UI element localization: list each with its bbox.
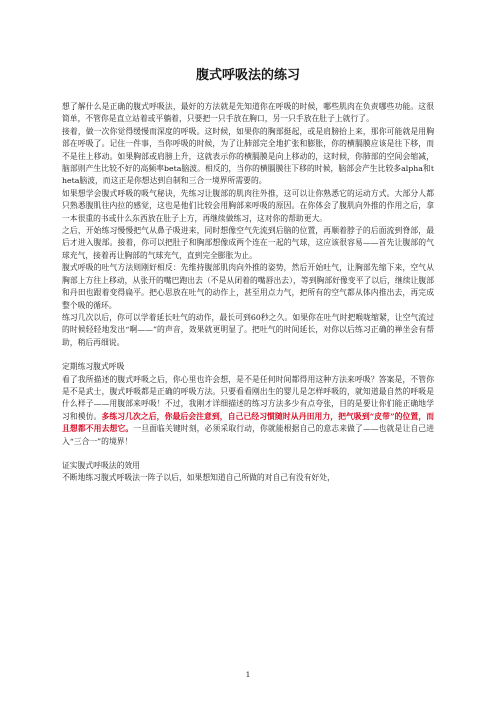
section-heading-practice: 定期练习腹式呼吸 [62, 362, 125, 372]
paragraph: 如果想学会腹式呼吸的吸气秘诀，先练习让腹部的肌肉往外推，这可以让你熟悉它的运动方式。大部分人都只熟悉腹肌往内拉的感觉，这也是他们比较会用胸部来呼吸的原因。在你体会了腹肌向外推的作用之后，拿一本很重的书或什么东西放在肚子上方，再继续做练习，这对你的帮助更大。 [62, 188, 434, 223]
paragraph-text: 看了我所描述的腹式呼吸之后，你心里也许会想，是不是任何时间都得用这种方法来呼吸？答案是，不管你是不是武士，腹式呼吸都是正确的呼吸方法。只要看看刚出生的婴儿是怎样呼吸的，就知道最自然的呼吸是什么样子——用腹部来呼吸！不过，我刚才详细描述的练习方法多少有点夸张，目的是要让你们能正确地学习和模仿。 [62, 374, 434, 421]
document-body [62, 101, 434, 485]
document-title: 腹式呼吸法的练习 [195, 68, 300, 83]
highlighted-text: 多练习几次之后，你最后会注意到，自己已经习惯随时从丹田用力，把气吸到“皮带”的位置，而且想都不用去想它。 [62, 411, 434, 434]
page-number: 1 [245, 670, 251, 679]
paragraph: 之后，开始练习慢慢把气从鼻子吸进来，同时想像空气先流到后脑的位置，再顺着脖子的后面流到脊部，最后才进入腹部。接着，你可以把肚子和胸部想像成两个连在一起的气球，这应该很容易——首先让腹部的气球充气，接着再让胸部的气球充气，直到完全膨胀为止。 [62, 226, 434, 260]
paragraph: 不断地练习腹式呼吸法一阵子以后，如果想知道自己所做的对自己有没有好处， [62, 473, 335, 483]
section-heading-verify: 证实腹式呼吸法的效用 [62, 460, 140, 470]
paragraph [62, 374, 434, 448]
paragraph-text: 一旦面临关键时刻，必须采取行动，你就能根据自己的意志来做了——也就是让自己进入“三合一”的境界！ [62, 424, 434, 446]
paragraph: 想了解什么是正确的腹式呼吸法，最好的方法就是先知道你在呼吸的时候，哪些肌肉在负责哪些功能。这很简单，不管你是直立站着或平躺着，只要把一只手放在胸口，另一只手放在肚子上就行了。 [62, 102, 434, 124]
paragraph: 腹式呼吸的吐气方法则刚好相反：先维持腹部肌肉向外推的姿势，然后开始吐气，让胸部先缩下来，空气从胸部上方往上移动，从张开的嘴巴跑出去（不是从闭着的嘴唇出去），等到胸部好像变平了以后，继续让腹部和丹田也跟着变得扁平。把心思放在吐气的动作上，甚至用点力气，把所有的空气都从体内推出去，再完成整个吸的循环。 [62, 263, 434, 310]
paragraph: 接着，做一次你觉得缓慢而深度的呼吸。这时候，如果你的胸部挺起，或是肩膀抬上来，那你可能就是用胸部在呼吸了。记住一件事，当你呼吸的时候，为了让肺部完全地扩张和膨胀，你的横膈膜应该是往下移，而不是往上移动。如果胸部或肩膀上升，这就表示你的横膈膜是向上移动的，这时候，你肺部的空间会缩减，脑部则产生比较不好的高频率beta脑波。相反的，当你的横膈膜往下移的时候，脑部会产生比较多alpha和theta脑波，而这正是你想达到自制和三合一境界所需要的。 [62, 126, 434, 186]
paragraph: 练习几次以后，你可以学着延长吐气的动作，最长可到60秒之久。如果你在吐气时把喉咙缩紧，让空气流过的时候轻轻地发出“啊——”的声音，效果就更明显了。把吐气的时间延长，对你以后练习正确的禅坐会有帮助，稍后再细说。 [62, 312, 434, 347]
